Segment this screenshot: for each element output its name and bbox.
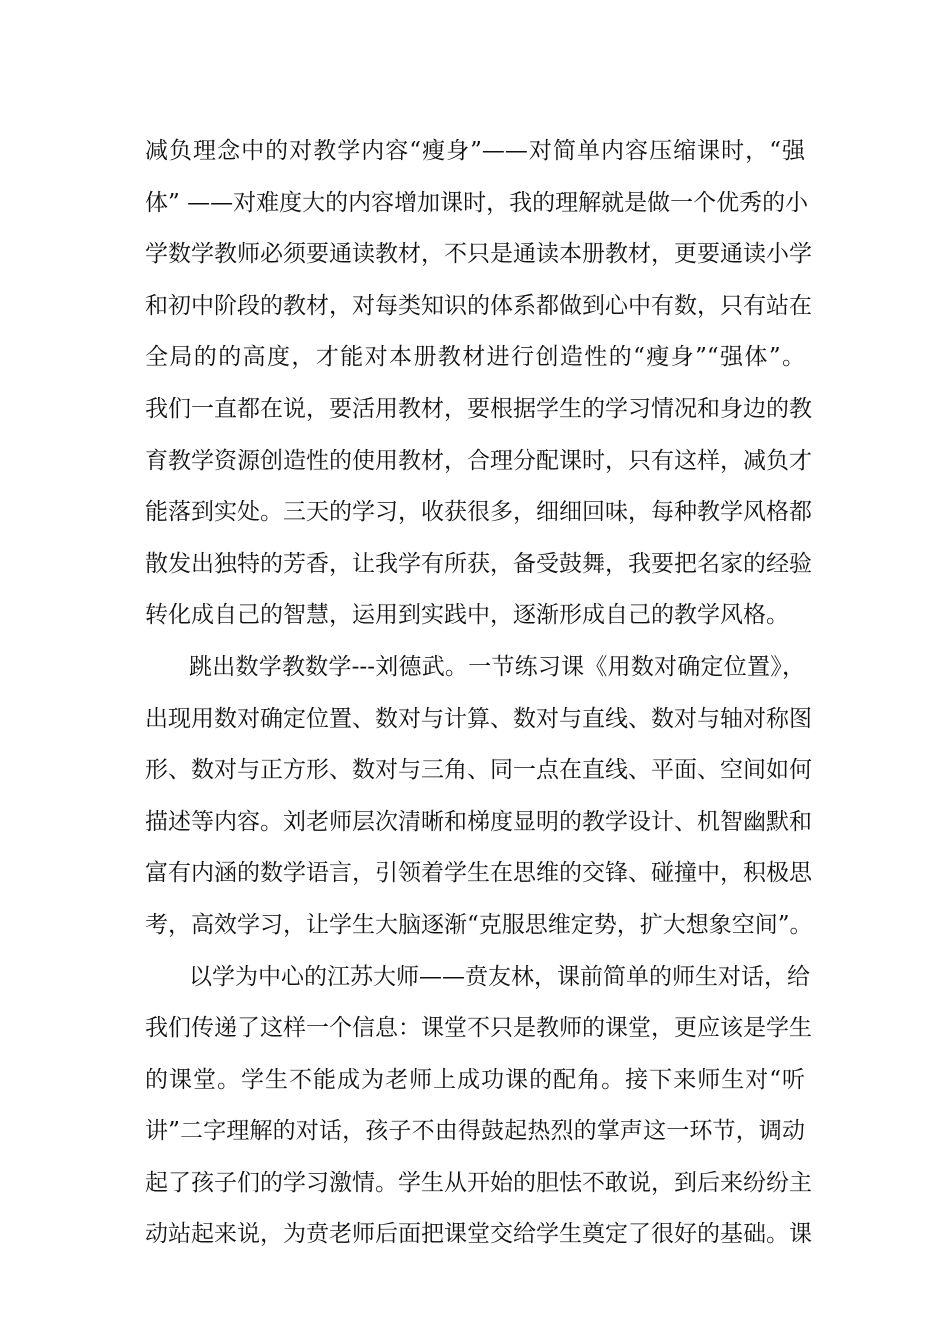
- paragraph-1-line-8: 能落到实处。三天的学习，收获很多，细细回味，每种教学风格都: [145, 499, 812, 526]
- paragraph-2-line-2: 出现用数对确定位置、数对与计算、数对与直线、数对与轴对称图: [145, 705, 812, 732]
- paragraph-1-line-1: 减负理念中的对教学内容“瘦身”——对简单内容压缩课时，“强: [145, 138, 805, 164]
- paragraph-1-line-10: 转化成自己的智慧，运用到实践中，逐渐形成自己的教学风格。: [145, 602, 789, 629]
- paragraph-2-line-1: 跳出数学教数学---刘德武。一节练习课《用数对确定位置》，: [189, 653, 805, 680]
- paragraph-3-line-2: 我们传递了这样一个信息：课堂不只是教师的课堂，更应该是学生: [145, 1015, 812, 1042]
- paragraph-1-line-7: 育教学资源创造性的使用教材，合理分配课时，只有这样，减负才: [145, 447, 812, 474]
- document-body: [145, 126, 813, 1261]
- paragraph-1-line-9: 散发出独特的芳香，让我学有所获，备受鼓舞，我要把名家的经验: [145, 550, 812, 577]
- paragraph-1-line-4: 和初中阶段的教材，对每类知识的体系都做到心中有数，只有站在: [145, 292, 812, 319]
- paragraph-1-line-2: 体” ——对难度大的内容增加课时，我的理解就是做一个优秀的小: [145, 189, 809, 216]
- paragraph-3-line-4: 讲”二字理解的对话，孩子不由得鼓起热烈的掌声这一环节，调动: [145, 1118, 805, 1145]
- paragraph-3-line-1: 以学为中心的江苏大师——贲友林，课前简单的师生对话，给: [189, 963, 810, 990]
- paragraph-1-line-3: 学数学教师必须要通读教材，不只是通读本册教材，更要通读小学: [145, 241, 812, 268]
- paragraph-2-line-5: 富有内涵的数学语言，引领着学生在思维的交锋、碰撞中，积极思: [145, 860, 812, 887]
- paragraph-2-line-3: 形、数对与正方形、数对与三角、同一点在直线、平面、空间如何: [145, 757, 812, 784]
- paragraph-2-line-4: 描述等内容。刘老师层次清晰和梯度显明的教学设计、机智幽默和: [145, 808, 812, 835]
- paragraph-1-line-5: 全局的的高度，才能对本册教材进行创造性的“瘦身”“强体”。: [145, 344, 805, 371]
- paragraph-3-line-3: 的课堂。学生不能成为老师上成功课的配角。接下来师生对“听: [145, 1066, 805, 1093]
- paragraph-2-line-6: 考，高效学习，让学生大脑逐渐“克服思维定势，扩大想象空间”。: [145, 911, 813, 938]
- paragraph-3-line-6: 动站起来说，为贲老师后面把课堂交给学生奠定了很好的基础。课: [145, 1221, 812, 1248]
- paragraph-3-line-5: 起了孩子们的学习激情。学生从开始的胆怯不敢说，到后来纷纷主: [145, 1169, 812, 1196]
- paragraph-1-line-6: 我们一直都在说，要活用教材，要根据学生的学习情况和身边的教: [145, 395, 812, 422]
